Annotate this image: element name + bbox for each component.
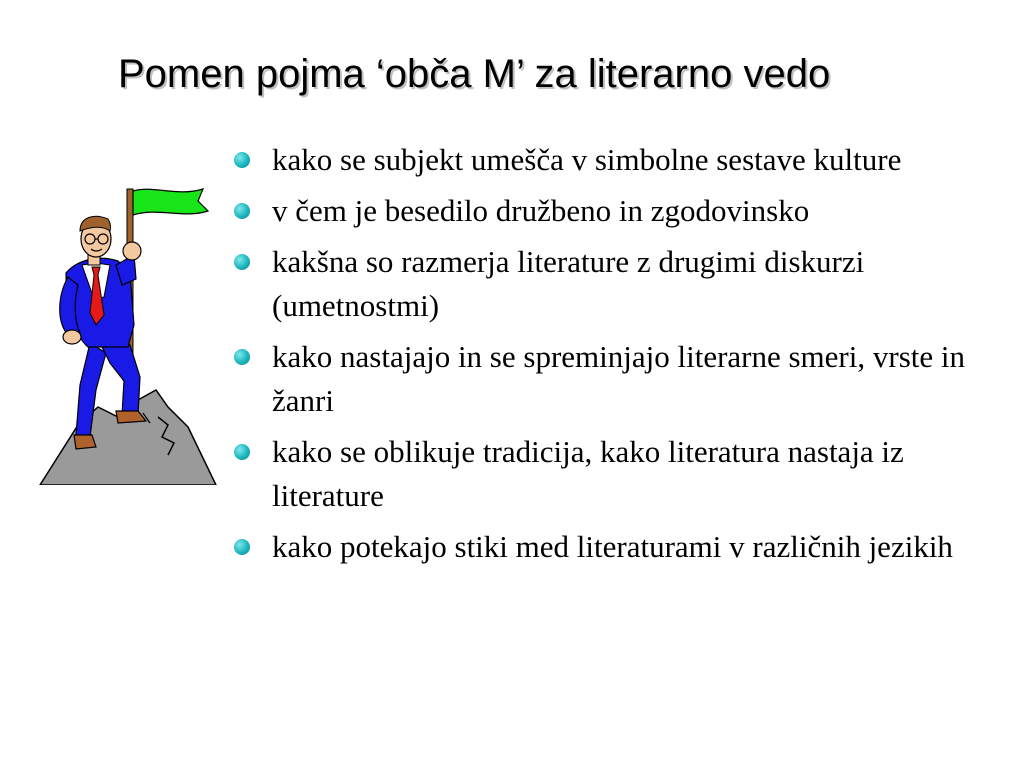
bullet-text: kako nastajajo in se spreminjajo literarne smeri, vrste in žanri	[272, 339, 965, 418]
bullet-text: kakšna so razmerja literature z drugimi diskurzi (umetnostmi)	[272, 244, 865, 323]
bullet-dot-icon	[234, 349, 250, 365]
list-item	[232, 525, 992, 569]
flag-icon	[133, 189, 208, 215]
bullet-dot-icon	[234, 444, 250, 460]
bullet-text: v čem je besedilo družbeno in zgodovinsko	[272, 193, 810, 228]
list-item	[232, 240, 992, 328]
man-with-flag-on-mountain-icon	[38, 185, 220, 485]
bullet-list	[232, 138, 992, 576]
bullet-dot-icon	[234, 152, 250, 168]
list-item	[232, 430, 992, 518]
list-item	[232, 335, 992, 423]
list-item	[232, 189, 992, 233]
bullet-dot-icon	[234, 203, 250, 219]
bullet-text: kako se oblikuje tradicija, kako literatura nastaja iz literature	[272, 434, 904, 513]
bullet-text: kako potekajo stiki med literaturami v različnih jezikih	[272, 529, 953, 564]
bullet-text: kako se subjekt umešča v simbolne sestave kulture	[272, 142, 902, 177]
bullet-dot-icon	[234, 539, 250, 555]
bullet-dot-icon	[234, 254, 250, 270]
list-item	[232, 138, 992, 182]
slide-title: Pomen pojma ‘obča M’ za literarno vedo	[118, 52, 831, 96]
